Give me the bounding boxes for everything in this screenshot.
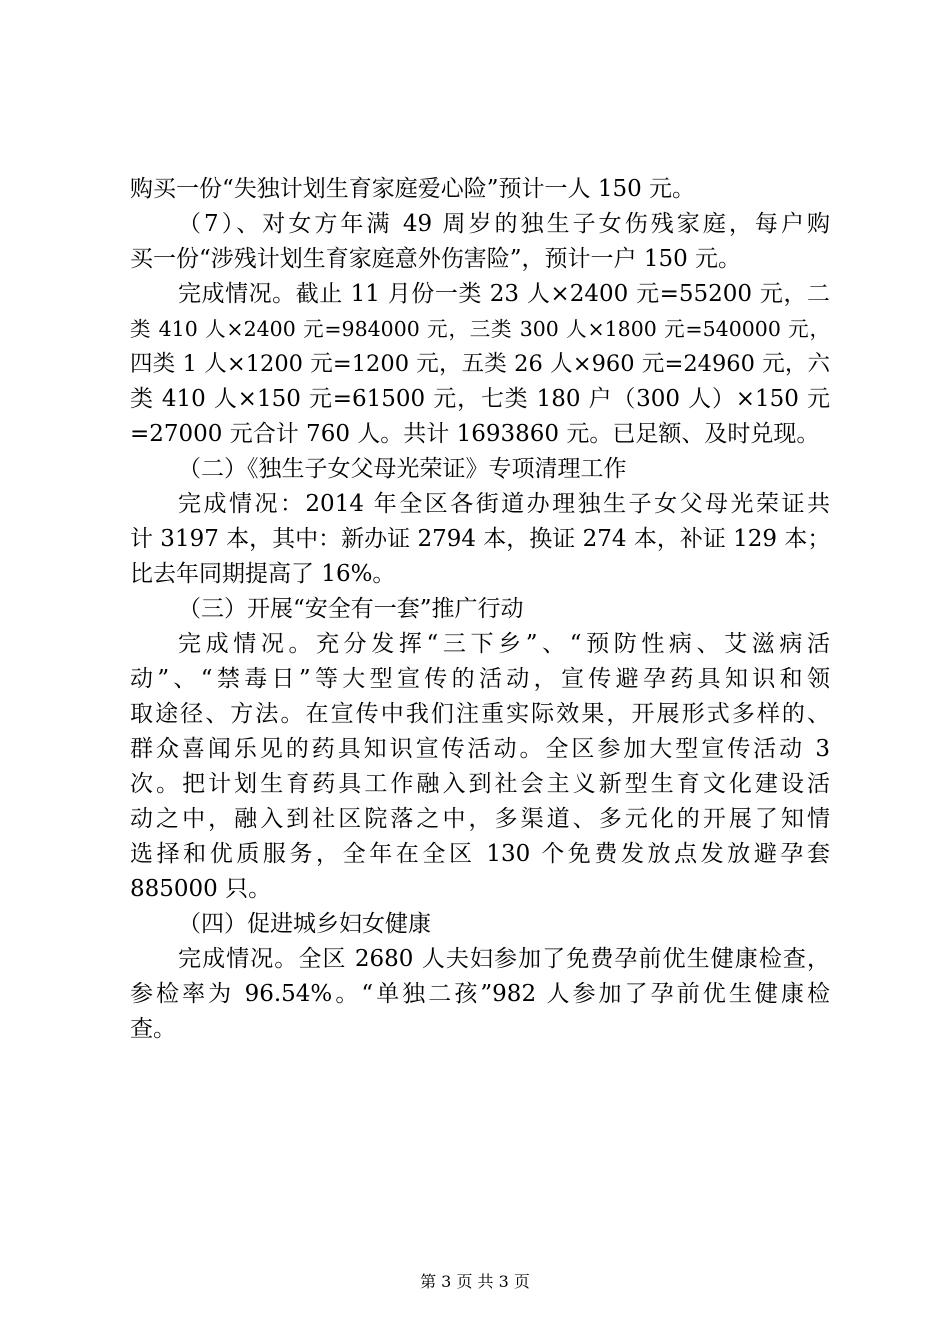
document-body <box>130 172 830 1047</box>
text-line: 类 410 人×150 元=61500 元，七类 180 户（300 人）×150 元 <box>130 386 830 412</box>
text-line: （四）促进城乡妇女健康 <box>178 911 431 937</box>
text-line: 群众喜闻乐见的药具知识宣传活动。全区参加大型宣传活动 3 <box>130 736 830 762</box>
text-line: 四类 1 人×1200 元=1200 元，五类 26 人×960 元=24960 元，六 <box>130 351 830 377</box>
text-line: 计 3197 本，其中：新办证 2794 本，换证 274 本，补证 129 本； <box>130 526 831 552</box>
text-line: （二）《独生子女父母光荣证》专项清理工作 <box>178 456 627 482</box>
page-footer: 第 3 页 共 3 页 <box>420 1272 530 1291</box>
text-line: 类 410 人×2400 元=984000 元，三类 300 人×1800 元=540000 元， <box>130 317 830 341</box>
text-line: 购买一份“失独计划生育家庭爱心险”预计一人 150 元。 <box>130 176 696 202</box>
text-line: 买一份“涉残计划生育家庭意外伤害险”，预计一户 150 元。 <box>130 246 742 272</box>
text-line: 完成情况：2014 年全区各街道办理独生子女父母光荣证共 <box>178 491 830 517</box>
text-line: 动之中，融入到社区院落之中，多渠道、多元化的开展了知情 <box>130 806 830 832</box>
text-line: 完成情况。截止 11 月份一类 23 人×2400 元=55200 元，二 <box>178 281 830 307</box>
text-line: 动”、“禁毒日”等大型宣传的活动，宣传避孕药具知识和领 <box>130 666 830 692</box>
text-line: 比去年同期提高了 16%。 <box>130 561 396 587</box>
text-line: 次。把计划生育药具工作融入到社会主义新型生育文化建设活 <box>130 771 830 797</box>
text-line: （7）、对女方年满 49 周岁的独生子女伤残家庭，每户购 <box>178 211 830 237</box>
text-line: 885000 只。 <box>130 876 272 902</box>
text-line: 完成情况。充分发挥“三下乡”、“预防性病、艾滋病活 <box>178 631 830 657</box>
text-line: 完成情况。全区 2680 人夫妇参加了免费孕前优生健康检查， <box>178 946 830 972</box>
text-line: 取途径、方法。在宣传中我们注重实际效果，开展形式多样的、 <box>130 701 830 727</box>
text-line: 参检率为 96.54%。“单独二孩”982 人参加了孕前优生健康检 <box>130 981 830 1007</box>
text-line: （三）开展“安全有一套”推广行动 <box>178 596 524 622</box>
text-line: 查。 <box>130 1016 176 1042</box>
text-line: =27000 元合计 760 人。共计 1693860 元。已足额、及时兑现。 <box>130 421 820 447</box>
text-line: 选择和优质服务，全年在全区 130 个免费发放点发放避孕套 <box>130 841 830 867</box>
